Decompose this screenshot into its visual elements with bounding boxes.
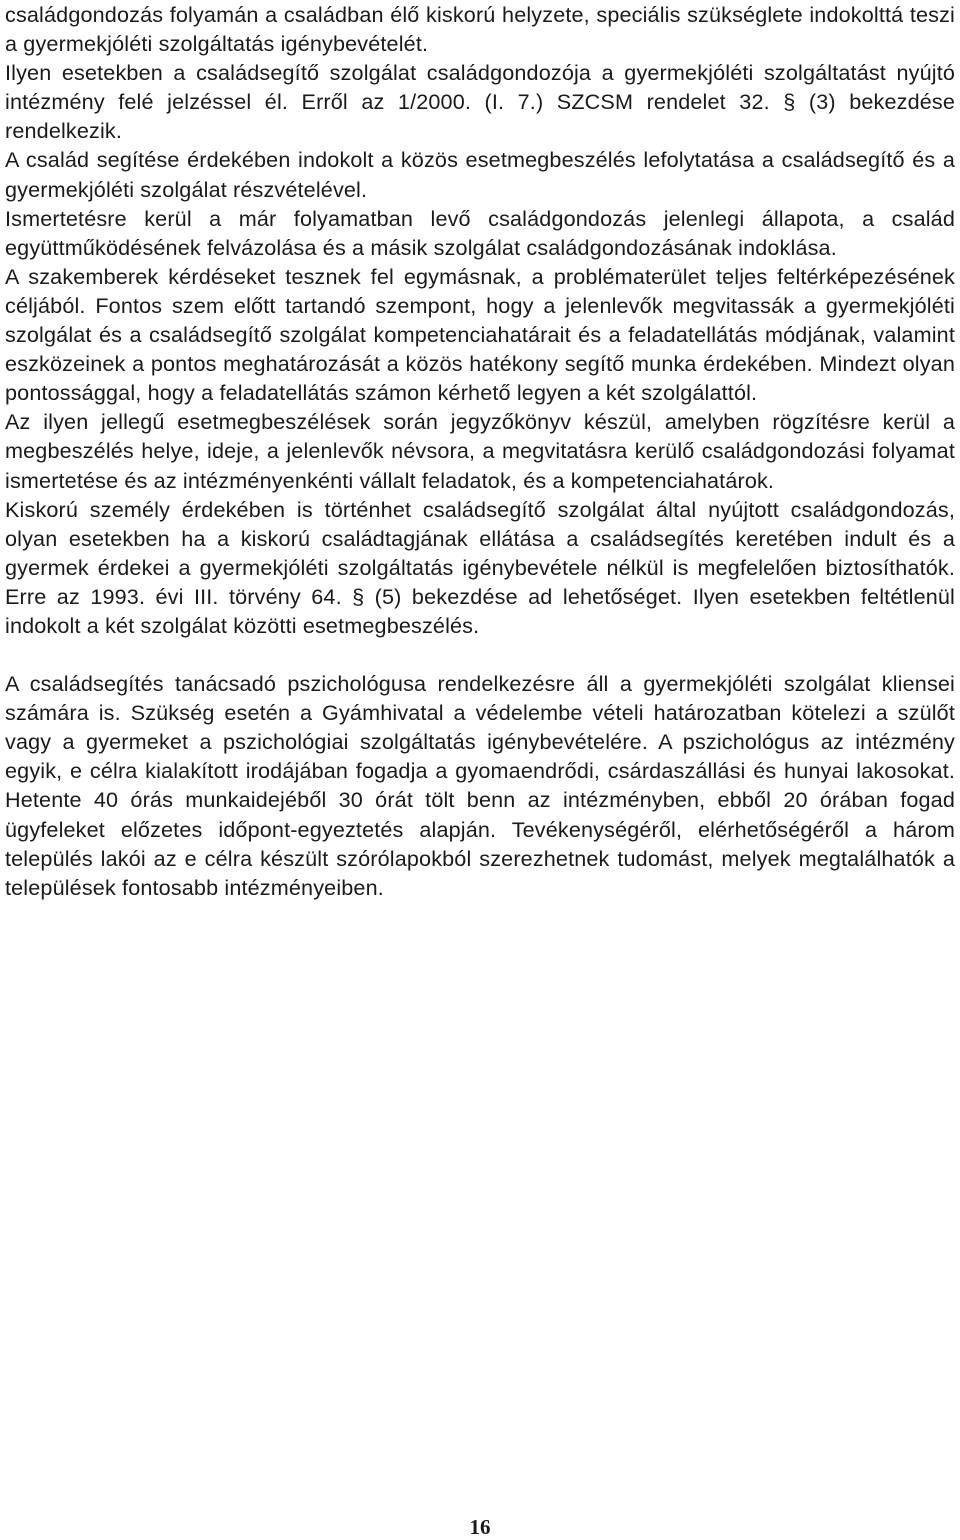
- paragraph: Kiskorú személy érdekében is történhet családsegítő szolgálat által nyújtott családgondozás, olyan esetekben ha a kiskorú családtagjának ellátása a családsegítés keretében indult és a gyermek érdekei a gyermekjóléti szolgáltatás igénybevétele nélkül is megfelelően biztosíthatók. Erre az 1993. évi III. törvény 64. § (5) bekezdése ad lehetőséget. Ilyen esetekben feltétlenül indokolt a két szolgálat közötti esetmegbeszélés.: [5, 496, 955, 638]
- paragraph: Ilyen esetekben a családsegítő szolgálat családgondozója a gyermekjóléti szolgáltatást nyújtó intézmény felé jelzéssel él. Erről az 1/2000. (I. 7.) SZCSM rendelet 32. § (3) bekezdése rendelkezik.: [5, 60, 955, 144]
- paragraph: családgondozás folyamán a családban élő kiskorú helyzete, speciális szükséglete indokolttá teszi a gyermekjóléti szolgáltatás igénybevételét.: [5, 2, 955, 57]
- paragraph: Ismertetésre kerül a már folyamatban levő családgondozás jelenlegi állapota, a család együttműködésének felvázolása és a másik szolgálat családgondozásának indoklása.: [5, 205, 955, 260]
- paragraph: Az ilyen jellegű esetmegbeszélések során jegyzőkönyv készül, amelyben rögzítésre kerül a megbeszélés helye, ideje, a jelenlevők névsora, a megvitatásra kerülő családgondozási folyamat ismertetése és az intézményenkénti vállalt feladatok, és a kompetenciahatárok.: [5, 409, 955, 493]
- paragraph: A család segítése érdekében indokolt a közös esetmegbeszélés lefolytatása a családsegítő és a gyermekjóléti szolgálat részvételével.: [5, 147, 955, 202]
- paragraph-spacer: [5, 640, 955, 669]
- page-number: 16: [469, 1515, 491, 1539]
- paragraph: A családsegítés tanácsadó pszichológusa rendelkezésre áll a gyermekjóléti szolgálat kliensei számára is. Szükség esetén a Gyámhivatal a védelembe vételi határozatban kötelezi a szülőt vagy a gyermeket a pszichológiai szolgáltatás igénybevételére. A pszichológus az intézmény egyik, e célra kialakított irodájában fogadja a gyomaendrődi, csárdaszállási és hunyai lakosokat. Hetente 40 órás munkaidejéből 30 órát tölt benn az intézményben, ebből 20 órában fogad ügyfeleket előzetes időpont-egyeztetés alapján. Tevékenységéről, elérhetőségéről a három település lakói az e célra készült szórólapokból szerezhetnek tudomást, melyek megtalálhatók a települések fontosabb intézményeiben.: [5, 671, 955, 900]
- paragraph: A szakemberek kérdéseket tesznek fel egymásnak, a problématerület teljes feltérképezésének céljából. Fontos szem előtt tartandó szempont, hogy a jelenlevők megvitassák a gyermekjóléti szolgálat és a családsegítő szolgálat kompetenciahatárait és a feladatellátás módjának, valamint eszközeinek a pontos meghatározását a közös hatékony segítő munka érdekében. Mindezt olyan pontossággal, hogy a feladatellátás számon kérhető legyen a két szolgálattól.: [5, 263, 955, 406]
- document-page: [5, 0, 955, 902]
